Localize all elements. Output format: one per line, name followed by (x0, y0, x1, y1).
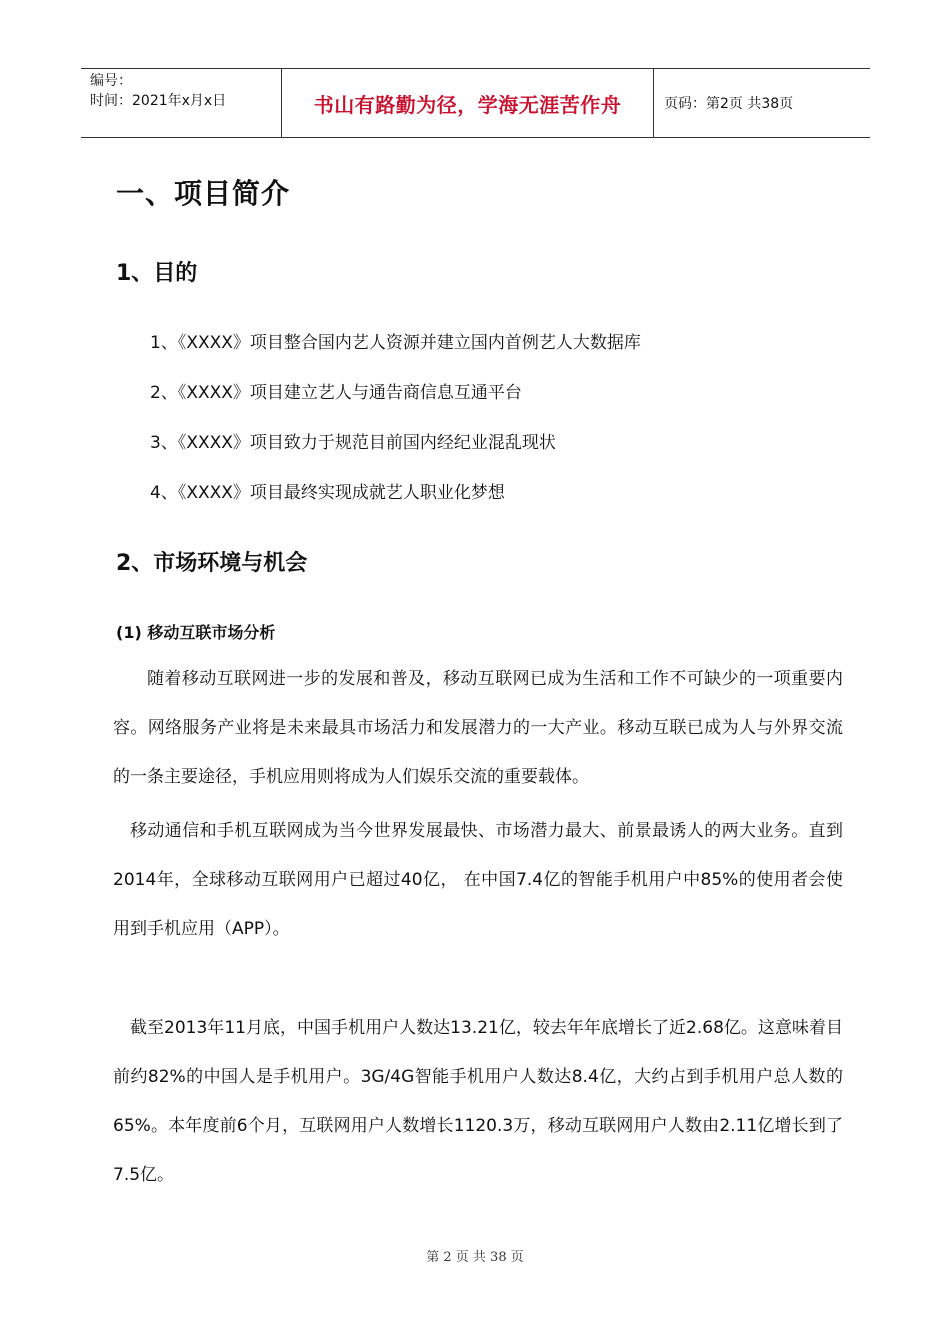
paragraph-text: 移动通信和手机互联网成为当今世界发展最快、市场潜力最大、前景最诱人的两大业务。直到2014年，全球移动互联网用户已超过40亿， 在中国7.4亿的智能手机用户中85%的使用者会使用到手机应用（APP）。 (113, 821, 843, 939)
subsection-title-purpose: 1、目的 (116, 261, 198, 286)
list-item: 4、《XXXX》项目最终实现成就艺人职业化梦想 (150, 483, 505, 503)
header-page-code: 页码：第2页 共38页 (664, 96, 794, 112)
document-date: 时间：2021年x月x日 (90, 93, 227, 109)
paragraph-text: 截至2013年11月底，中国手机用户人数达13.21亿，较去年年底增长了近2.68亿。这意味着目前约82%的中国人是手机用户。3G/4G智能手机用户人数达8.4亿，大约占到手机用户总人数的65%。本年度前6个月，互联网用户人数增长1120.3万，移动互联网用户人数由2.11亿增长到了7.5亿。 (113, 1018, 843, 1185)
list-item: 3、《XXXX》项目致力于规范目前国内经纪业混乱现状 (150, 433, 556, 453)
page-header (81, 68, 870, 138)
list-item: 1、《XXXX》项目整合国内艺人资源并建立国内首例艺人大数据库 (150, 333, 641, 353)
paragraph-3 (113, 1004, 843, 1200)
header-meta (81, 69, 282, 137)
paragraph-text: 随着移动互联网进一步的发展和普及，移动互联网已成为生活和工作不可缺少的一项重要内容。网络服务产业将是未来最具市场活力和发展潜力的一大产业。移动互联已成为人与外界交流的一条主要途径，手机应用则将成为人们娱乐交流的重要载体。 (113, 669, 843, 787)
subsection-title-market: 2、市场环境与机会 (116, 551, 308, 576)
section-title: 一、项目简介 (116, 177, 291, 210)
paragraph-2 (113, 807, 843, 954)
subsubsection-title: (1) 移动互联市场分析 (116, 623, 276, 642)
list-item: 2、《XXXX》项目建立艺人与通告商信息互通平台 (150, 383, 522, 403)
paragraph-1 (113, 655, 843, 802)
page-footer: 第 2 页 共 38 页 (426, 1250, 524, 1265)
header-motto: 书山有路勤为径，学海无涯苦作舟 (282, 69, 654, 137)
document-number-label: 编号： (90, 73, 132, 89)
